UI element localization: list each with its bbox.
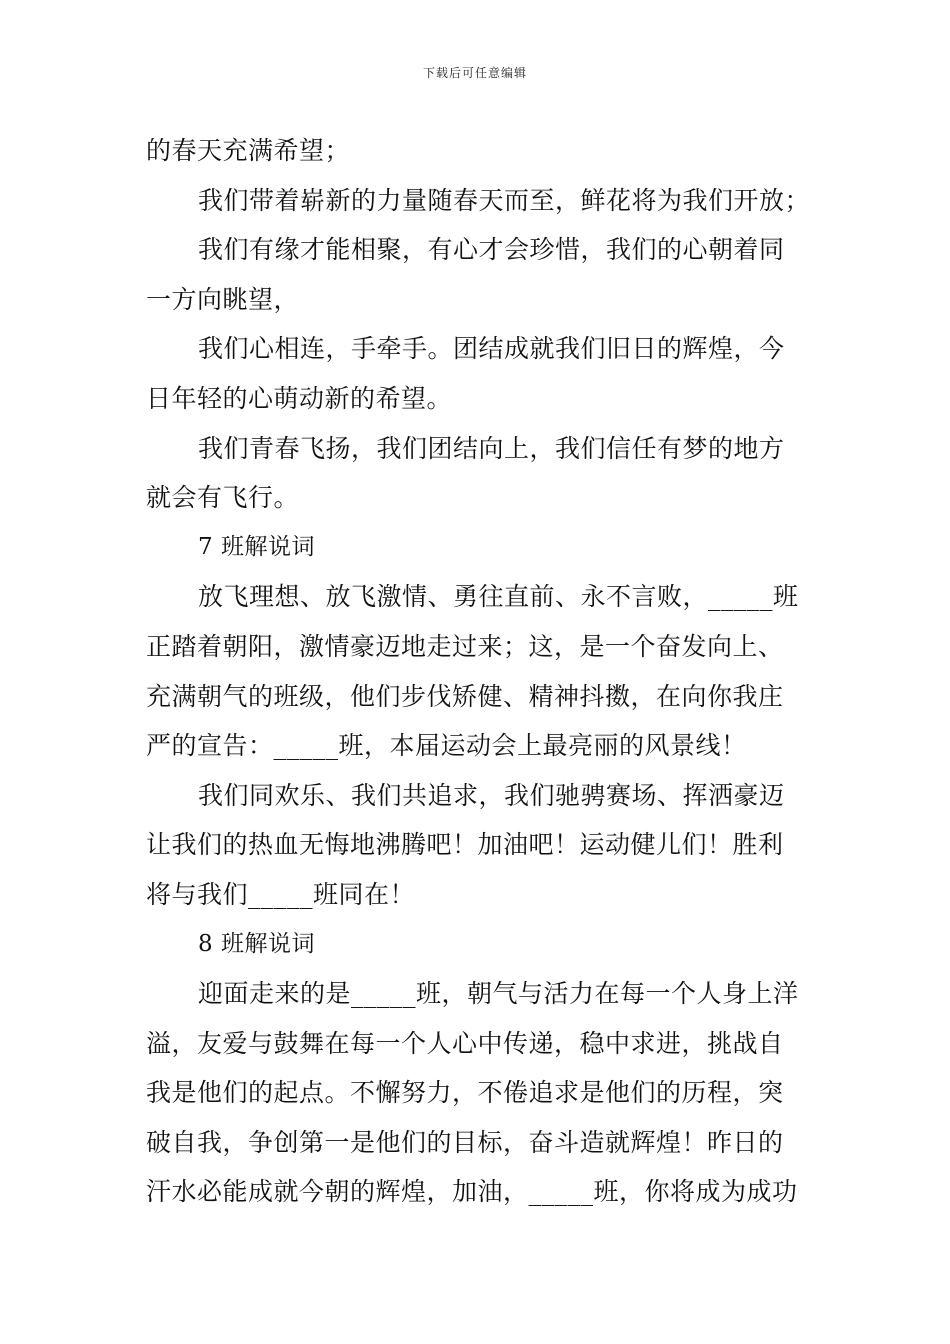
text-line: 一方向眺望， [146,284,300,314]
text-line: 我是他们的起点。不懈努力，不倦追求是他们的历程，突 [146,1078,784,1108]
document-body [146,126,810,1217]
text-line: 我们心相连，手牵手。团结成就我们旧日的辉煌，今 [198,334,785,364]
text-line: 严的宣告：_____班，本届运动会上最亮丽的风景线！ [146,731,747,761]
text-line: 放飞理想、放飞激情、勇往直前、永不言败，_____班 [198,582,799,612]
text-line: 我们青春飞扬，我们团结向上，我们信任有梦的地方 [198,433,785,463]
text-line: 正踏着朝阳，激情豪迈地走过来；这，是一个奋发向上、 [146,631,784,661]
section-heading: 8 班解说词 [198,930,315,957]
text-line: 让我们的热血无悔地沸腾吧！加油吧！运动健儿们！胜利 [146,830,784,860]
text-line: 充满朝气的班级，他们步伐矫健、精神抖擞，在向你我庄 [146,681,784,711]
text-line: 汗水必能成就今朝的辉煌，加油，_____班，你将成为成功 [146,1177,798,1207]
text-line: 溢，友爱与鼓舞在每一个人心中传递，稳中求进，挑战自 [146,1028,784,1058]
text-line: 破自我，争创第一是他们的目标，奋斗造就辉煌！昨日的 [146,1127,784,1157]
section-heading: 7 班解说词 [198,533,315,560]
text-line: 迎面走来的是_____班，朝气与活力在每一个人身上洋 [198,979,799,1009]
text-line: 的春天充满希望； [146,136,351,165]
page-header: 下载后可任意编辑 [422,66,527,80]
text-line: 将与我们_____班同在！ [146,879,416,909]
text-line: 日年轻的心萌动新的希望。 [146,383,453,413]
text-line: 我们有缘才能相聚，有心才会珍惜，我们的心朝着同 [198,235,785,265]
text-line: 就会有飞行。 [146,483,300,513]
text-line: 我们同欢乐、我们共追求，我们驰骋赛场、挥洒豪迈 [198,780,785,810]
text-line: 我们带着崭新的力量随春天而至，鲜花将为我们开放； [198,185,811,215]
